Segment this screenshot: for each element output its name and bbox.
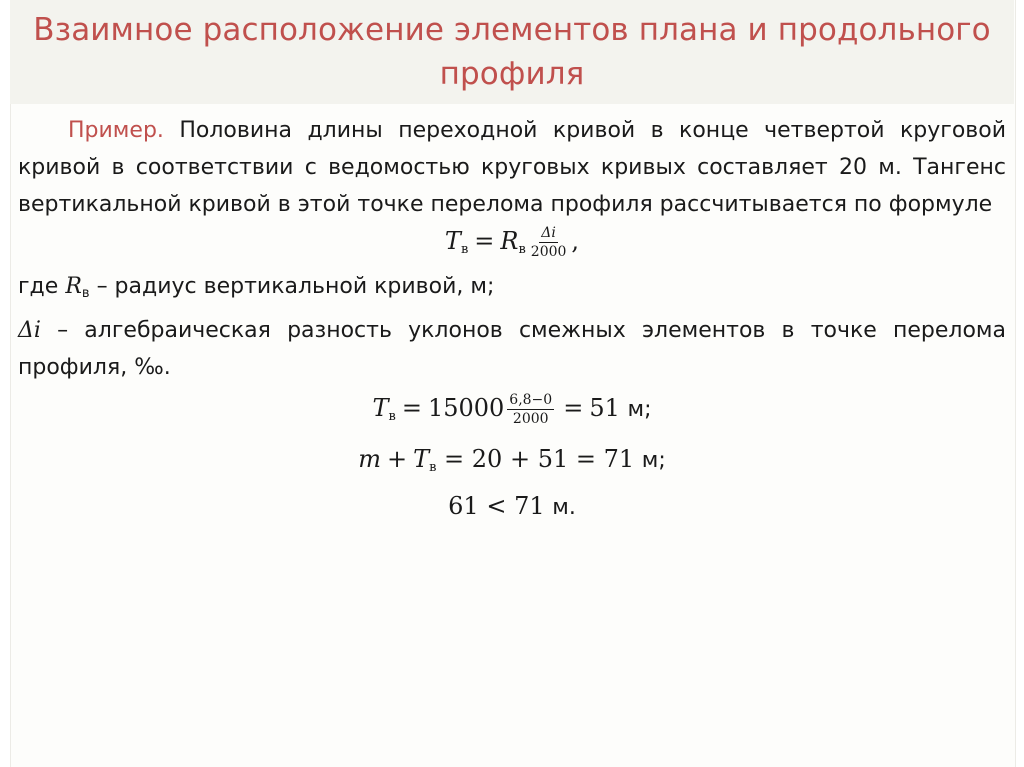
delta-text: – алгебраическая разность уклонов смежных элементов в точке перелома профиля, ‰.: [18, 318, 1006, 380]
calc1-fraction-numerator: 6,8−0: [509, 392, 553, 408]
calc3-unit: м.: [552, 495, 576, 520]
formula-fraction-numerator: Δi: [541, 225, 556, 241]
delta-symbol: Δi: [18, 318, 41, 343]
calc2-t-symbol: T: [413, 445, 430, 473]
calc2-plus: +: [386, 445, 408, 473]
slide-header: [10, 0, 1014, 104]
formula-tail: ,: [571, 227, 580, 255]
calc1-result: 51: [589, 394, 620, 422]
formula-equals: =: [474, 227, 495, 255]
calc1-unit: м;: [627, 397, 652, 422]
where-line: [18, 268, 1006, 312]
calc1-fraction-denominator: 2000: [512, 411, 549, 427]
example-label: Пример.: [68, 118, 164, 143]
intro-paragraph: [18, 112, 1006, 223]
calc1-lhs-symbol: T: [372, 394, 389, 422]
slide-content: [18, 112, 1006, 526]
formula-rhs-symbol: R: [500, 227, 519, 255]
calc-sum: [18, 441, 1006, 486]
formula-rhs-subscript: в: [518, 242, 526, 257]
calc3-expression: 61 < 71: [448, 492, 545, 520]
calc-compare: [18, 488, 1006, 526]
calc2-m-symbol: m: [358, 445, 381, 473]
intro-text: Половина длины переходной кривой в конце четвертой круговой кривой в соответствии с ведомостью круговых кривых составляет 20 м. Тангенс вертикальной кривой в этой точке перелома профиля рассчитывается по формуле: [18, 118, 1006, 217]
calc2-unit: м;: [641, 448, 666, 473]
where-text: – радиус вертикальной кривой, м;: [96, 274, 495, 299]
formula-tangent: [18, 223, 1006, 268]
formula-lhs-subscript: в: [460, 242, 469, 257]
slide-title: Взаимное расположение элементов плана и продольного профиля: [33, 12, 991, 92]
calc1-equals: =: [401, 394, 422, 422]
where-symbol: R: [65, 274, 82, 299]
calc1-lhs-subscript: в: [388, 409, 396, 424]
calc-tangent: [18, 390, 1006, 435]
delta-line: [18, 312, 1006, 386]
calc2-t-subscript: в: [429, 460, 437, 475]
calc2-expression: = 20 + 51 = 71: [444, 445, 635, 473]
calc1-coefficient: 15000: [427, 394, 505, 422]
formula-lhs-symbol: T: [444, 227, 461, 255]
where-prefix: где: [18, 274, 59, 299]
where-subscript: в: [81, 286, 90, 301]
formula-fraction-denominator: 2000: [530, 244, 567, 260]
calc1-fraction: [507, 392, 554, 427]
formula-fraction: [529, 225, 569, 260]
calc1-equals2: =: [563, 394, 584, 422]
